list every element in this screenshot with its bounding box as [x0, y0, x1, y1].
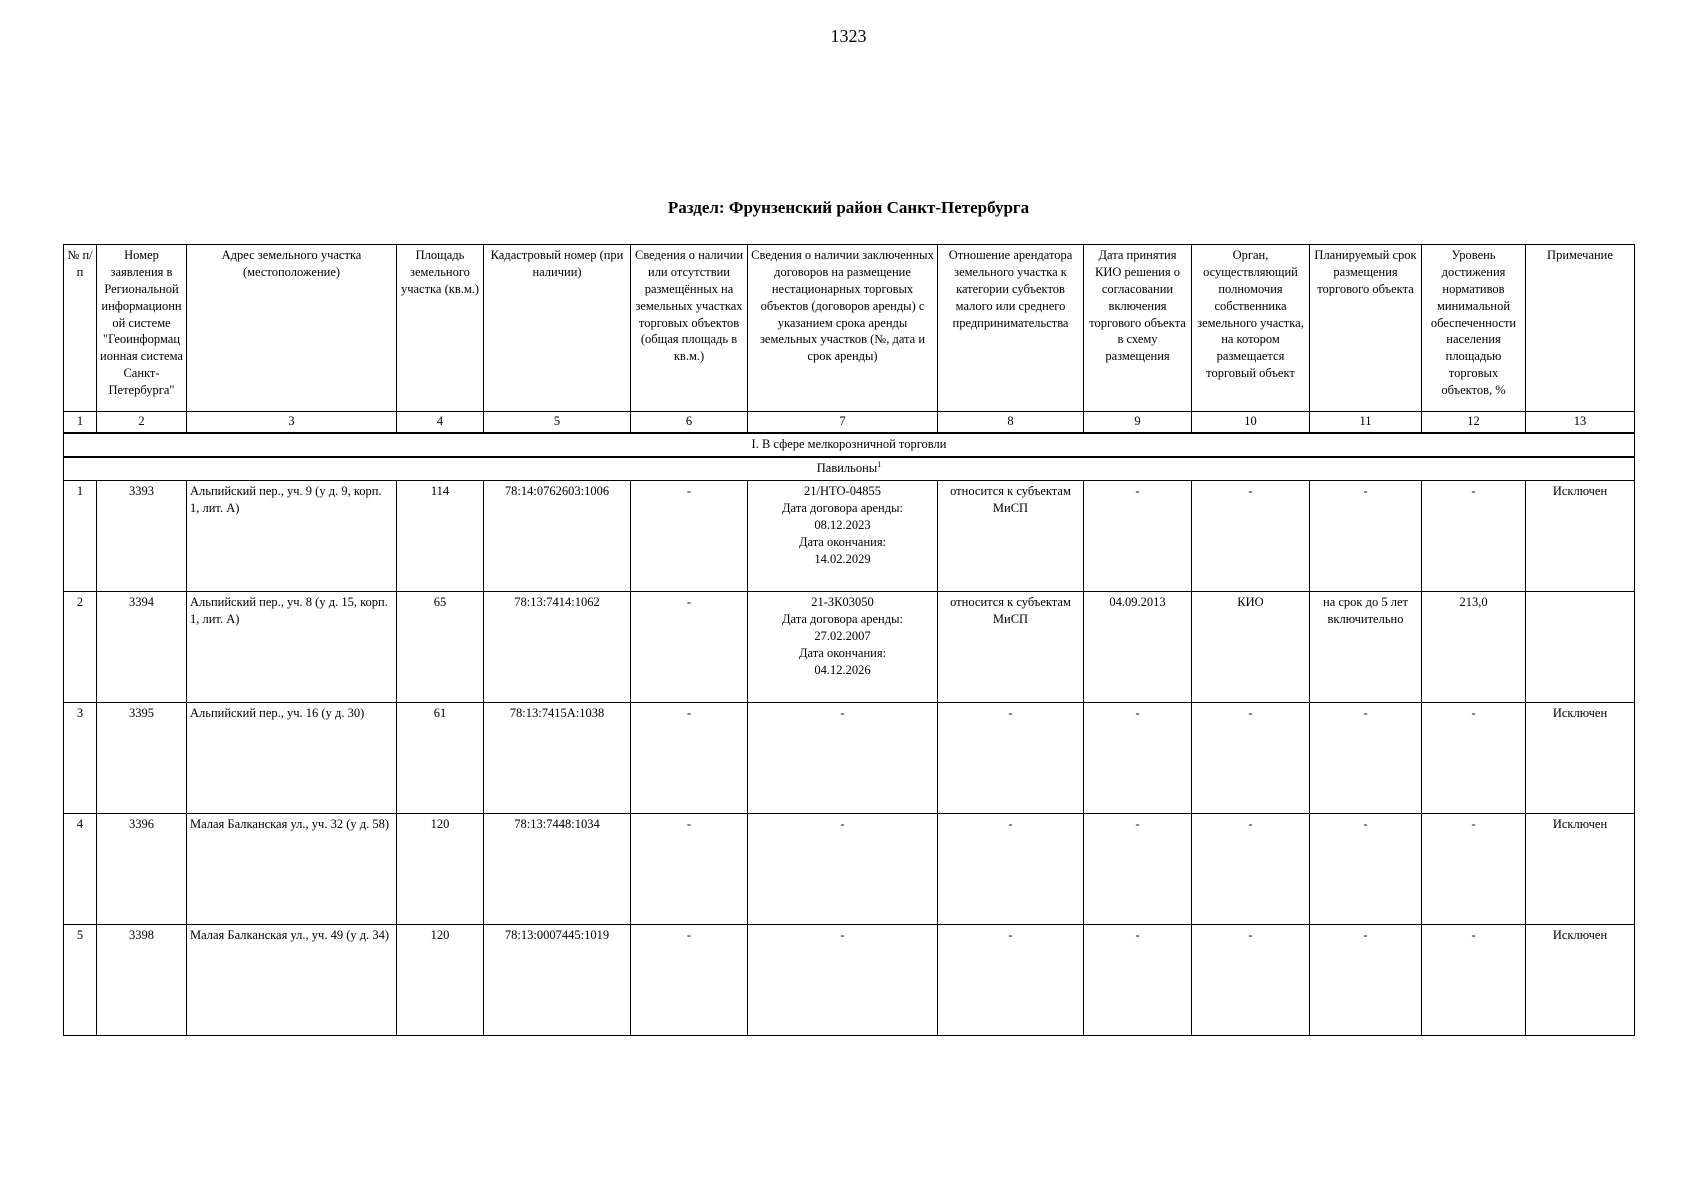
- contract-line: Дата договора аренды:: [782, 611, 903, 626]
- cell-provision-level: -: [1422, 925, 1526, 1036]
- header-cell-13: Примечание: [1526, 245, 1635, 412]
- cell-row-number: 3: [64, 703, 97, 814]
- column-number: 6: [631, 412, 748, 434]
- cell-objects-info: -: [631, 703, 748, 814]
- cell-address: Альпийский пер., уч. 16 (у д. 30): [187, 703, 397, 814]
- column-number: 2: [97, 412, 187, 434]
- subgroup-title: Павильоны: [816, 461, 878, 476]
- cell-cadastral-number: 78:14:0762603:1006: [484, 481, 631, 592]
- cell-authority: -: [1192, 925, 1310, 1036]
- column-number: 10: [1192, 412, 1310, 434]
- cell-kio-decision-date: -: [1084, 814, 1192, 925]
- contract-line: Дата договора аренды:: [782, 500, 903, 515]
- cell-authority: -: [1192, 481, 1310, 592]
- cell-row-number: 1: [64, 481, 97, 592]
- group-title: I. В сфере мелкорозничной торговли: [64, 433, 1635, 457]
- cell-contract-info: [748, 925, 938, 1036]
- column-number: 13: [1526, 412, 1635, 434]
- header-cell-7: Сведения о наличии заключенных договоров на размещение нестационарных торговых объектов (договоров аренды) с указанием срока аренды земельных участков (№, дата и срок аренды): [748, 245, 938, 412]
- column-number: 3: [187, 412, 397, 434]
- column-number: 9: [1084, 412, 1192, 434]
- cell-note: Исключен: [1526, 703, 1635, 814]
- cell-authority: -: [1192, 814, 1310, 925]
- cell-authority: КИО: [1192, 592, 1310, 703]
- column-number-row: [64, 412, 1635, 434]
- cell-sme-category: относится к субъектам МиСП: [938, 481, 1084, 592]
- cell-address: Альпийский пер., уч. 8 (у д. 15, корп. 1, лит. А): [187, 592, 397, 703]
- contract-line: -: [840, 928, 845, 942]
- contract-line: 08.12.2023: [814, 517, 871, 532]
- contract-line: 21-ЗК03050: [811, 595, 874, 609]
- cell-area: 120: [397, 814, 484, 925]
- cell-note: Исключен: [1526, 481, 1635, 592]
- column-number: 11: [1310, 412, 1422, 434]
- cell-application-number: 3398: [97, 925, 187, 1036]
- cell-address: Малая Балканская ул., уч. 32 (у д. 58): [187, 814, 397, 925]
- cell-application-number: 3393: [97, 481, 187, 592]
- contract-line: -: [840, 706, 845, 720]
- cell-note: Исключен: [1526, 925, 1635, 1036]
- header-cell-1: № п/п: [64, 245, 97, 412]
- contract-line: 14.02.2029: [814, 551, 871, 566]
- cell-placement-term: -: [1310, 703, 1422, 814]
- contract-line: -: [840, 817, 845, 831]
- contract-line: 21/НТО-04855: [804, 484, 881, 498]
- cell-note: Исключен: [1526, 814, 1635, 925]
- cell-application-number: 3396: [97, 814, 187, 925]
- column-number: 8: [938, 412, 1084, 434]
- cell-sme-category: -: [938, 925, 1084, 1036]
- cell-application-number: 3394: [97, 592, 187, 703]
- registry-table: [63, 244, 1635, 1036]
- cell-placement-term: -: [1310, 481, 1422, 592]
- header-cell-8: Отношение арендатора земельного участка к категории субъектов малого или среднего предпринимательства: [938, 245, 1084, 412]
- header-cell-11: Планируемый срок размещения торгового объекта: [1310, 245, 1422, 412]
- cell-area: 114: [397, 481, 484, 592]
- header-cell-4: Площадь земельного участка (кв.м.): [397, 245, 484, 412]
- cell-authority: -: [1192, 703, 1310, 814]
- page-number: 1323: [830, 26, 867, 46]
- subgroup-row: [64, 457, 1635, 481]
- cell-kio-decision-date: 04.09.2013: [1084, 592, 1192, 703]
- column-number: 1: [64, 412, 97, 434]
- cell-placement-term: на срок до 5 лет включительно: [1310, 592, 1422, 703]
- cell-note: [1526, 592, 1635, 703]
- contract-line: Дата окончания:: [798, 534, 887, 549]
- cell-cadastral-number: 78:13:0007445:1019: [484, 925, 631, 1036]
- cell-placement-term: -: [1310, 925, 1422, 1036]
- cell-contract-info: [748, 703, 938, 814]
- header-cell-10: Орган, осуществляющий полномочия собственника земельного участка, на котором размещается торговый объект: [1192, 245, 1310, 412]
- cell-kio-decision-date: -: [1084, 703, 1192, 814]
- cell-contract-info: [748, 814, 938, 925]
- header-cell-9: Дата принятия КИО решения о согласовании включения торгового объекта в схему размещения: [1084, 245, 1192, 412]
- header-cell-5: Кадастровый номер (при наличии): [484, 245, 631, 412]
- cell-address: Альпийский пер., уч. 9 (у д. 9, корп. 1, лит. А): [187, 481, 397, 592]
- cell-row-number: 5: [64, 925, 97, 1036]
- cell-objects-info: -: [631, 592, 748, 703]
- cell-provision-level: 213,0: [1422, 592, 1526, 703]
- column-number: 12: [1422, 412, 1526, 434]
- subgroup-footnote: 1: [877, 460, 882, 469]
- contract-line: 04.12.2026: [814, 662, 871, 677]
- cell-area: 65: [397, 592, 484, 703]
- table-row: [64, 592, 1635, 703]
- column-number: 7: [748, 412, 938, 434]
- table-row: [64, 925, 1635, 1036]
- cell-cadastral-number: 78:13:7415А:1038: [484, 703, 631, 814]
- cell-cadastral-number: 78:13:7448:1034: [484, 814, 631, 925]
- cell-address: Малая Балканская ул., уч. 49 (у д. 34): [187, 925, 397, 1036]
- cell-row-number: 2: [64, 592, 97, 703]
- cell-provision-level: -: [1422, 814, 1526, 925]
- cell-application-number: 3395: [97, 703, 187, 814]
- column-number: 4: [397, 412, 484, 434]
- header-cell-3: Адрес земельного участка (местоположение): [187, 245, 397, 412]
- table-row: [64, 703, 1635, 814]
- cell-area: 120: [397, 925, 484, 1036]
- group-row: [64, 433, 1635, 457]
- cell-sme-category: -: [938, 814, 1084, 925]
- header-row: [64, 245, 1635, 412]
- cell-objects-info: -: [631, 814, 748, 925]
- header-cell-2: Номер заявления в Региональной информационной системе "Геоинформационная система Санкт-Петербурга": [97, 245, 187, 412]
- header-cell-12: Уровень достижения нормативов минимальной обеспеченности населения площадью торговых объектов, %: [1422, 245, 1526, 412]
- section-title: Раздел: Фрунзенский район Санкт-Петербурга: [667, 198, 1030, 217]
- cell-provision-level: -: [1422, 481, 1526, 592]
- cell-sme-category: относится к субъектам МиСП: [938, 592, 1084, 703]
- cell-objects-info: -: [631, 925, 748, 1036]
- table-row: [64, 814, 1635, 925]
- cell-kio-decision-date: -: [1084, 925, 1192, 1036]
- cell-row-number: 4: [64, 814, 97, 925]
- column-number: 5: [484, 412, 631, 434]
- table-row: [64, 481, 1635, 592]
- cell-sme-category: -: [938, 703, 1084, 814]
- cell-contract-info: [748, 592, 938, 703]
- cell-placement-term: -: [1310, 814, 1422, 925]
- cell-cadastral-number: 78:13:7414:1062: [484, 592, 631, 703]
- cell-area: 61: [397, 703, 484, 814]
- header-cell-6: Сведения о наличии или отсутствии размещённых на земельных участках торговых объектов (общая площадь в кв.м.): [631, 245, 748, 412]
- cell-provision-level: -: [1422, 703, 1526, 814]
- cell-kio-decision-date: -: [1084, 481, 1192, 592]
- contract-line: 27.02.2007: [814, 628, 871, 643]
- cell-objects-info: -: [631, 481, 748, 592]
- subgroup-cell: [64, 457, 1635, 481]
- contract-line: Дата окончания:: [798, 645, 887, 660]
- cell-contract-info: [748, 481, 938, 592]
